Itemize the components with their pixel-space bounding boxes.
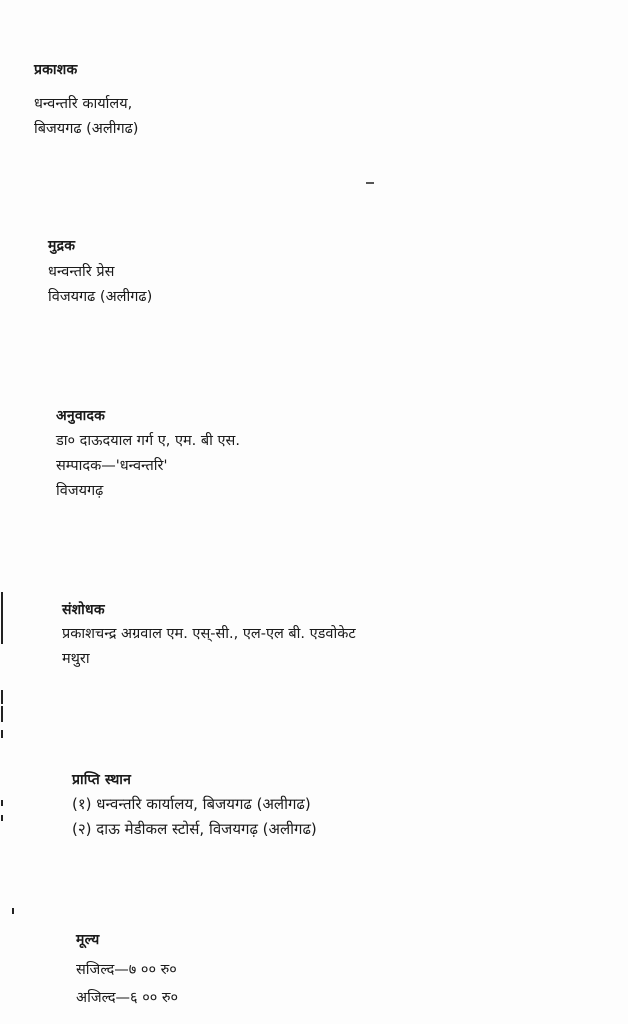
- availability-item: (२) दाऊ मेडीकल स्टोर्स, विजयगढ़ (अलीगढ): [72, 820, 317, 838]
- price-paperback: अजिल्द—६ ०० रु०: [76, 990, 179, 1006]
- availability-heading: प्राप्ति स्थान: [72, 772, 132, 788]
- printer-name: धन्वन्तरि प्रेस: [48, 264, 115, 280]
- translator-name: डा० दाऊदयाल गर्ग ए, एम. बी एस.: [56, 433, 240, 449]
- scan-artifact-edge: [1, 706, 3, 722]
- scan-artifact-edge: [1, 690, 3, 704]
- translator-heading: अनुवादक: [56, 408, 106, 424]
- availability-section: [72, 770, 317, 842]
- scan-artifact-edge: [1, 730, 3, 738]
- reviser-section: [62, 600, 356, 672]
- availability-item: (१) धन्वन्तरि कार्यालय, बिजयगढ (अलीगढ): [72, 795, 311, 813]
- scan-artifact-dash: [366, 182, 374, 184]
- scan-artifact-edge: [12, 908, 14, 914]
- price-heading: मूल्य: [76, 932, 100, 948]
- printer-location: विजयगढ (अलीगढ): [48, 289, 153, 305]
- reviser-heading: संशोधक: [62, 602, 105, 618]
- printer-heading: मुद्रक: [48, 238, 76, 254]
- scan-artifact-edge: [1, 815, 3, 821]
- scan-artifact-edge: [1, 800, 3, 806]
- publisher-name: धन्वन्तरि कार्यालय,: [34, 96, 133, 112]
- price-hardbound: सजिल्द—७ ०० रु०: [76, 962, 177, 978]
- publisher-heading: प्रकाशक: [34, 62, 78, 78]
- printer-section: [48, 236, 152, 310]
- scan-artifact-edge: [1, 592, 3, 644]
- reviser-name: प्रकाशचन्द्र अग्रवाल एम. एस्-सी., एल-एल बी. एडवोकेट: [62, 626, 356, 642]
- reviser-location: मथुरा: [62, 651, 90, 667]
- translator-location: विजयगढ़: [56, 483, 104, 499]
- translator-role: सम्पादक—'धन्वन्तरि': [56, 458, 168, 474]
- publisher-location: बिजयगढ (अलीगढ): [34, 121, 139, 137]
- price-section: [76, 930, 178, 1012]
- translator-section: [56, 406, 240, 504]
- publisher-section: [34, 60, 138, 142]
